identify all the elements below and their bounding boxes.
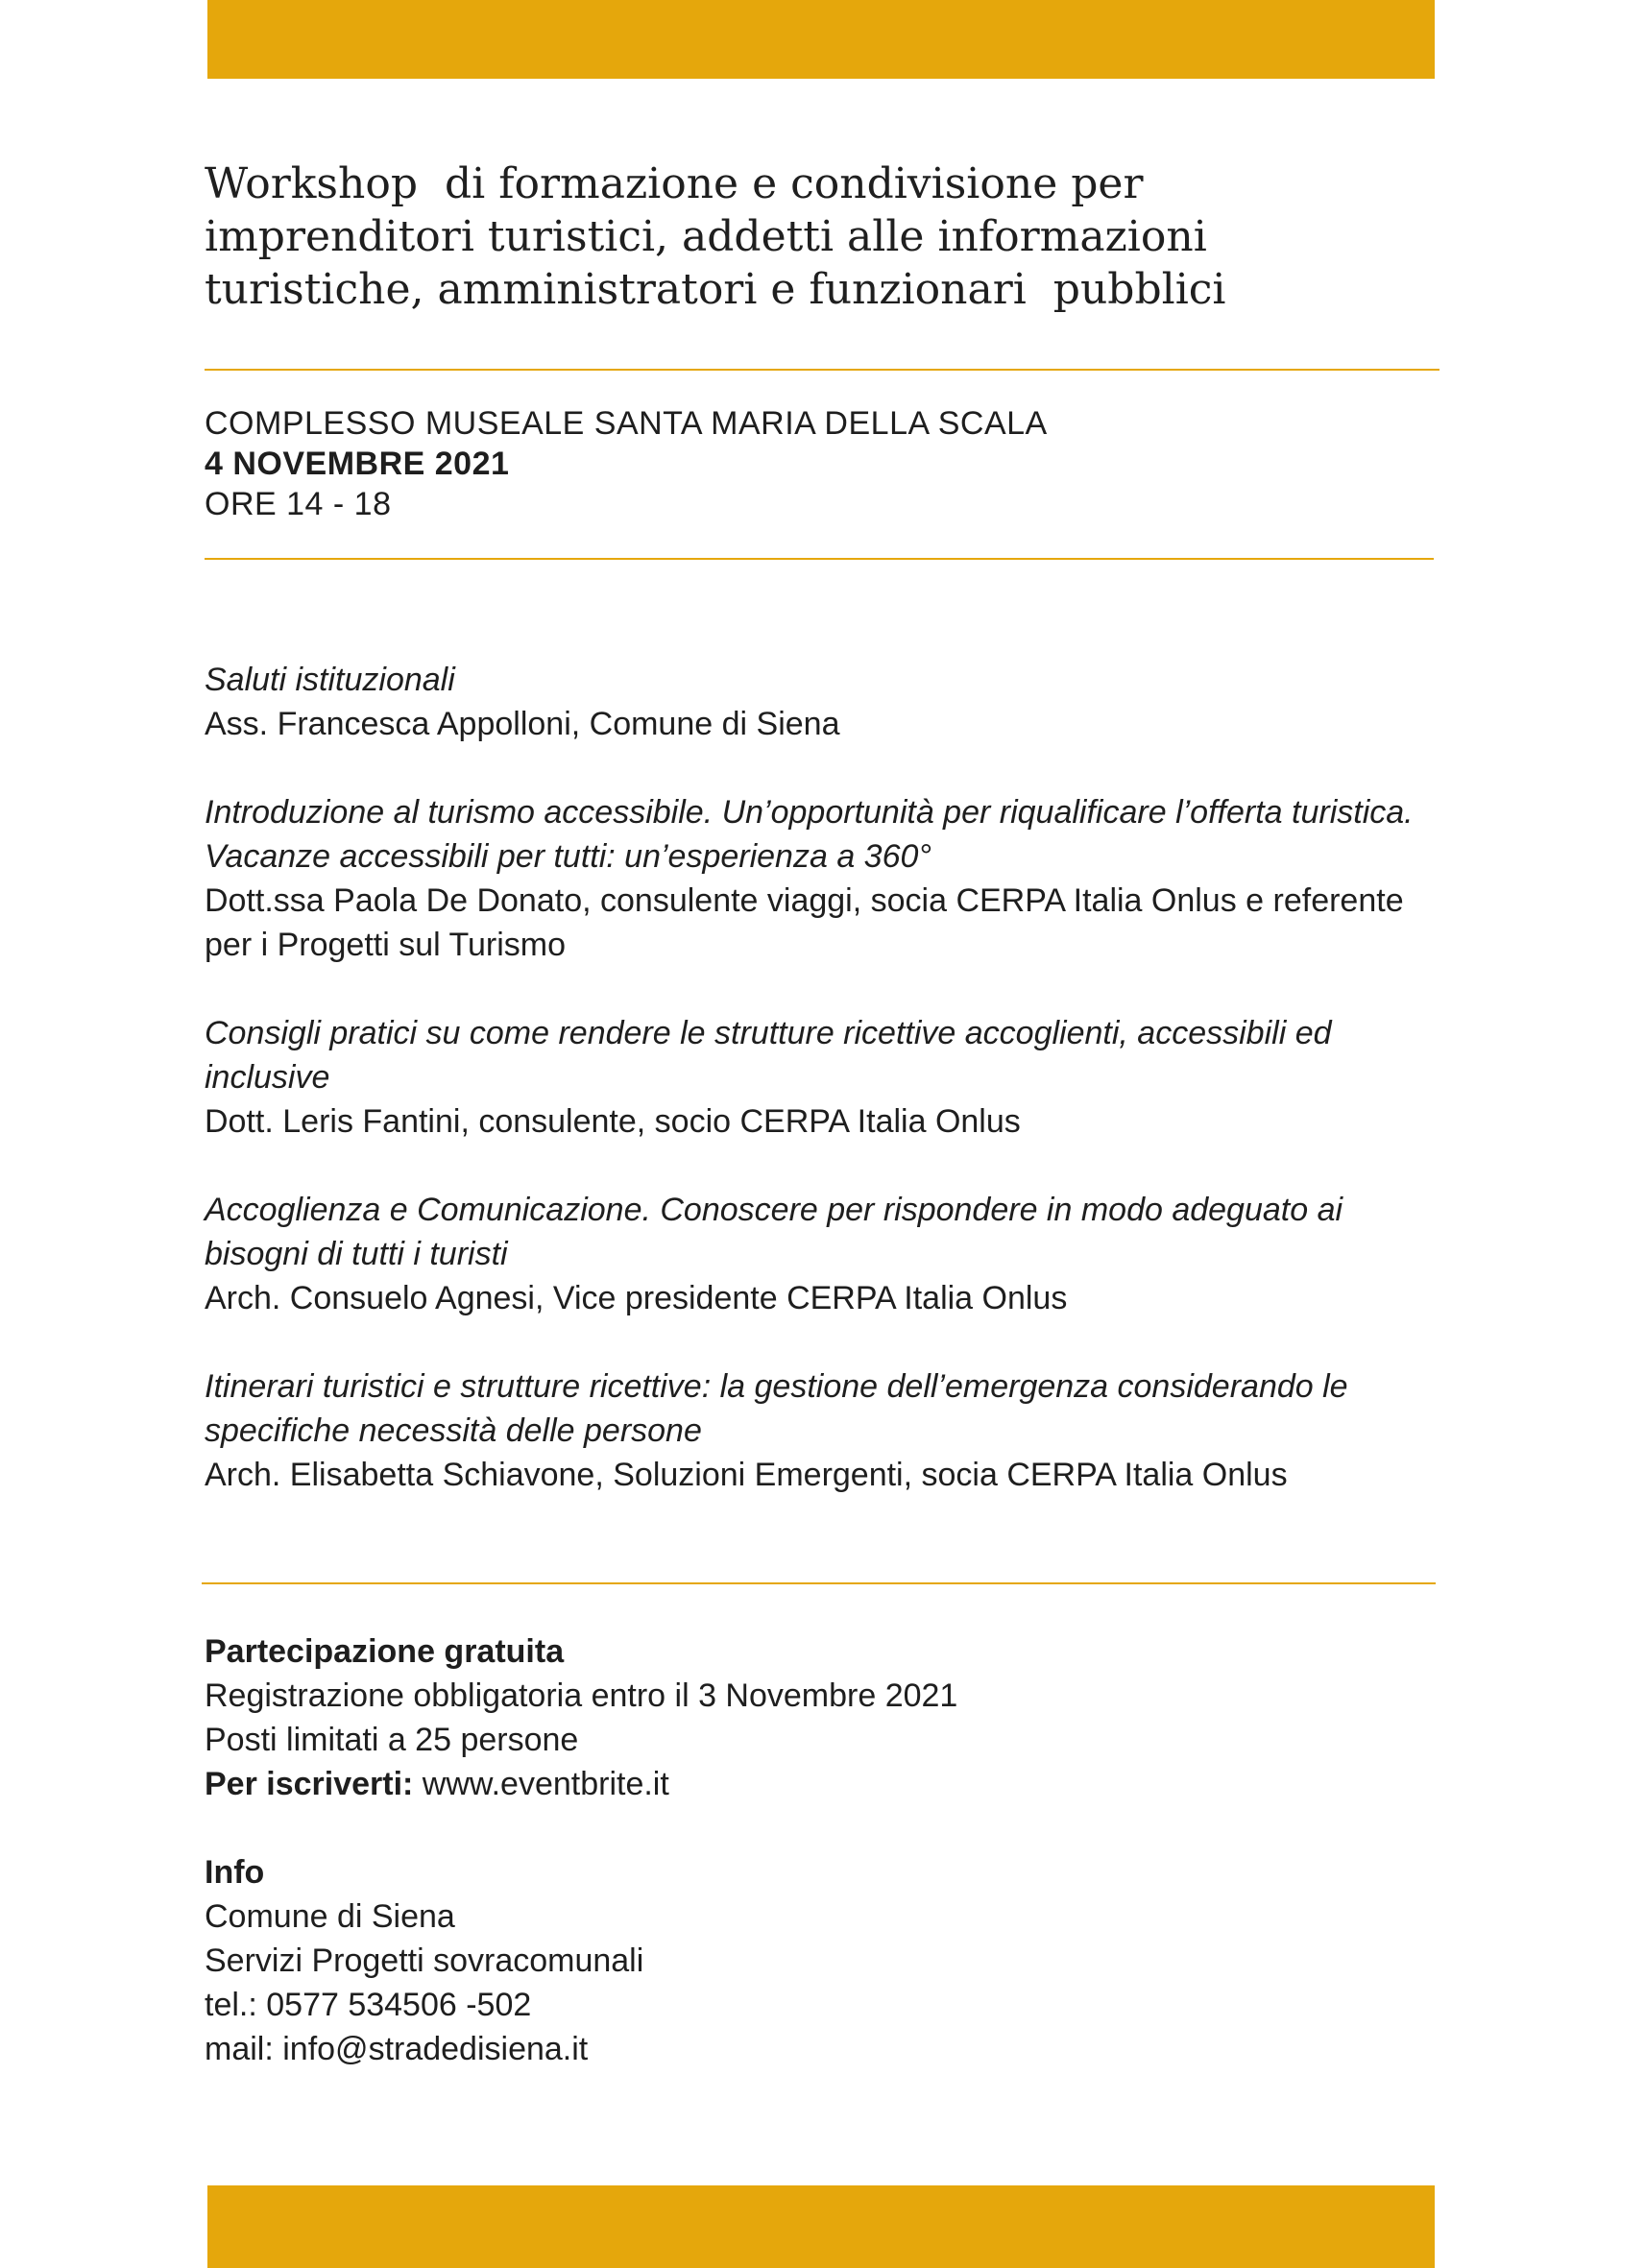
divider-middle [205, 558, 1434, 560]
session-speaker: Arch. Consuelo Agnesi, Vice presidente CERPA Italia Onlus [205, 1280, 1068, 1316]
session-item [205, 1364, 1443, 1497]
info-heading: Info [205, 1854, 265, 1891]
venue-place: COMPLESSO MUSEALE SANTA MARIA DELLA SCALA [205, 405, 1048, 442]
session-item [205, 658, 1443, 746]
signup-link[interactable]: www.eventbrite.it [413, 1766, 669, 1802]
workshop-title [205, 157, 1443, 316]
registration-seats: Posti limitati a 25 persone [205, 1722, 579, 1758]
session-item [205, 1011, 1443, 1144]
title-line-3: turistiche, amministratori e funzionari pubblici [205, 265, 1226, 314]
event-time: ORE 14 - 18 [205, 486, 392, 522]
info-phone: tel.: 0577 534506 -502 [205, 1987, 532, 2023]
session-speaker: Dott.ssa Paola De Donato, consulente viaggi, socia CERPA Italia Onlus e referente per i Progetti sul Turismo [205, 882, 1404, 963]
session-topic: Introduzione al turismo accessibile. Un’opportunità per riqualificare l’offerta turistica. Vacanze accessibili per tutti: un’esperienza a 360° [205, 794, 1414, 875]
event-date: 4 NOVEMBRE 2021 [205, 446, 510, 482]
session-speaker: Arch. Elisabetta Schiavone, Soluzioni Emergenti, socia CERPA Italia Onlus [205, 1457, 1288, 1493]
top-accent-bar [207, 0, 1435, 79]
signup-line [205, 1762, 1443, 1806]
session-topic: Saluti istituzionali [205, 662, 455, 698]
session-speaker: Ass. Francesca Appolloni, Comune di Siena [205, 706, 840, 742]
info-org: Comune di Siena [205, 1898, 455, 1935]
session-topic: Accoglienza e Comunicazione. Conoscere per rispondere in modo adeguato ai bisogni di tutti i turisti [205, 1192, 1343, 1272]
venue-block [205, 403, 1048, 524]
bottom-accent-bar [207, 2185, 1435, 2268]
divider-top [205, 369, 1439, 371]
session-topic: Itinerari turistici e strutture ricettive: la gestione dell’emergenza considerando le specifiche necessità delle persone [205, 1368, 1348, 1449]
title-line-1: Workshop di formazione e condivisione per [205, 159, 1144, 208]
signup-label: Per iscriverti: [205, 1766, 414, 1802]
session-item [205, 1188, 1443, 1320]
info-mail[interactable]: mail: info@stradedisiena.it [205, 2031, 589, 2067]
registration-deadline: Registrazione obbligatoria entro il 3 Novembre 2021 [205, 1677, 958, 1714]
session-speaker: Dott. Leris Fantini, consulente, socio CERPA Italia Onlus [205, 1103, 1021, 1140]
title-line-2: imprenditori turistici, addetti alle informazioni [205, 212, 1207, 261]
info-dept: Servizi Progetti sovracomunali [205, 1942, 644, 1979]
session-topic: Consigli pratici su come rendere le strutture ricettive accoglienti, accessibili ed inclusive [205, 1015, 1332, 1096]
session-item [205, 790, 1443, 967]
info-block [205, 1850, 1443, 2071]
program-list [205, 658, 1443, 1541]
registration-heading: Partecipazione gratuita [205, 1633, 565, 1670]
divider-bottom [202, 1582, 1436, 1584]
footer-info [205, 1629, 1443, 2115]
registration-block [205, 1629, 1443, 1806]
